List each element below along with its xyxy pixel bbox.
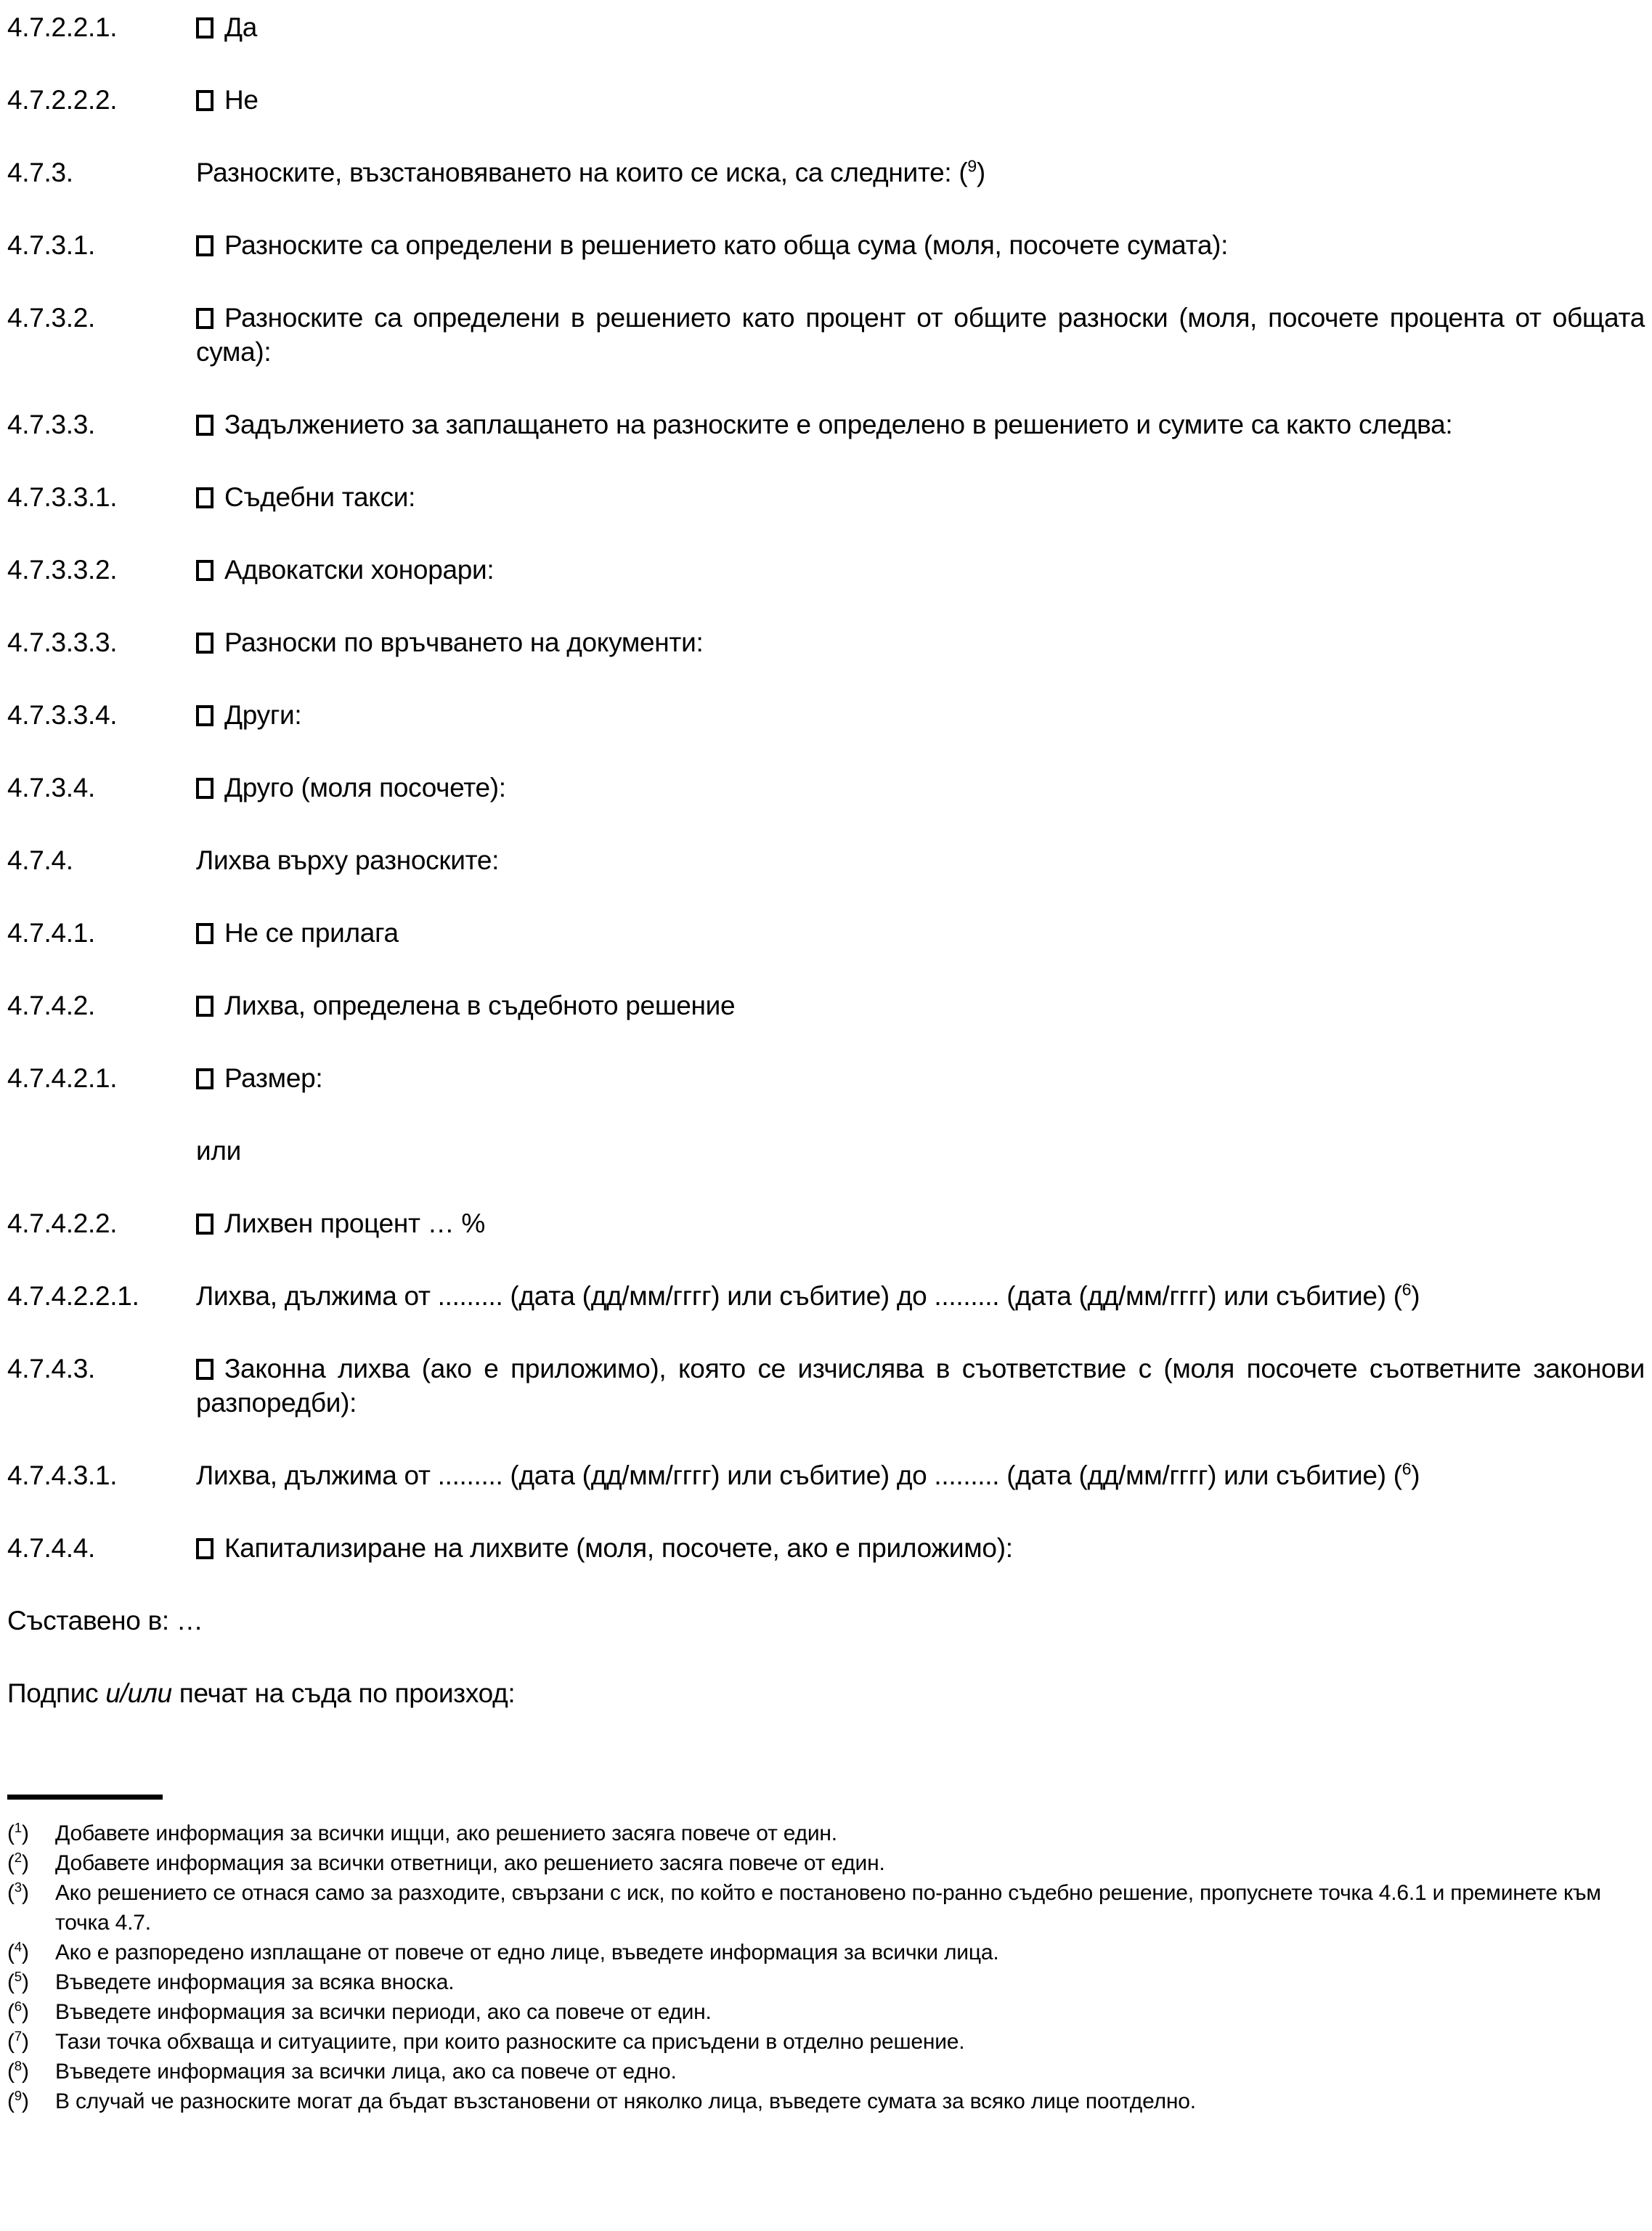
checkbox-icon[interactable] [196,705,213,726]
item-number: 4.7.4.3.1. [7,1460,118,1490]
item-number: 4.7.4.3. [7,1354,96,1383]
item-number: 4.7.3.3.4. [7,700,118,730]
footnote-text: В случай че разноските могат да бъдат възстановени от няколко лица, въведете сумата за всяко лице поотделно. [55,2089,1196,2113]
form-item [7,480,1646,514]
footnote-number: ($^3$) [7,1880,29,1905]
footnote [7,2057,1646,2086]
footnote-ref-number: 6 [1401,1280,1412,1299]
signature-prefix: Подпис [7,1678,106,1708]
item-number: 4.7.3.2. [7,303,96,333]
footnote-ref-number: 7 [14,2028,22,2044]
item-number: 4.7.4.2.2.1. [7,1281,139,1311]
item-label: Да [224,12,258,42]
checkbox-icon[interactable] [196,633,213,654]
item-text [196,1531,1646,1565]
item-label: Разноските, възстановяването на които се иска, са следните: [196,158,952,187]
item-number: 4.7.3.3.3. [7,627,118,657]
footnote-ref-number: 6 [14,1999,22,2014]
item-text [196,843,1646,877]
form-item [7,625,1646,659]
footnote-ref: ($^6$) [1393,1459,1420,1490]
item-label: Съдебни такси: [224,482,416,512]
footnote-ref-number: 2 [14,1850,22,1865]
item-label: Друго (моля посочете): [224,773,506,802]
item-text [196,625,1646,659]
item-number: 4.7.3.3.2. [7,555,118,585]
item-label: Лихва върху разноските: [196,845,500,875]
item-label: Капитализиране на лихвите (моля, посочете, ако е приложимо): [224,1533,1013,1563]
form-item [7,1061,1646,1095]
form-item [7,1458,1646,1492]
form-item [7,1352,1646,1420]
made-in-line [7,1604,1646,1638]
item-text [196,407,1646,442]
footnote-ref-number: 1 [14,1820,22,1835]
item-text [196,1206,1646,1240]
form-item [7,988,1646,1023]
item-text [196,1061,1646,1095]
checkbox-icon[interactable] [196,308,213,329]
item-label: Адвокатски хонорари: [224,555,495,585]
checkbox-icon[interactable] [196,1538,213,1559]
checkbox-icon[interactable] [196,778,213,799]
form-item [7,553,1646,587]
checkbox-icon[interactable] [196,90,213,111]
footnote-number: ($^1$) [7,1820,29,1845]
item-number: 4.7.2.2.1. [7,12,118,42]
footnote-text: Въведете информация за всяка вноска. [55,1970,455,1994]
item-number: 4.7.3.3.1. [7,482,118,512]
item-label: Лихвен процент … % [224,1208,485,1238]
item-text [196,301,1646,369]
item-number: 4.7.3.4. [7,773,96,802]
checkbox-icon[interactable] [196,487,213,508]
footnote-text: Тази точка обхваща и ситуациите, при които разноските са присъдени в отделно решение. [55,2030,965,2054]
item-label: или [196,1136,242,1166]
checkbox-icon[interactable] [196,415,213,436]
footnote-text: Добавете информация за всички ищци, ако решението засяга повече от един. [55,1821,837,1845]
form-item [7,1206,1646,1240]
footnote-number: ($^7$) [7,2028,29,2054]
footnote [7,1967,1646,1997]
item-label: Лихва, определена в съдебното решение [224,991,736,1020]
checkbox-icon[interactable] [196,923,213,944]
footnote [7,2027,1646,2057]
footnote-number: ($^5$) [7,1969,29,1994]
item-label: Законна лихва (ако е приложимо), която се изчислява в съответствие с (моля посочете съответните законови разпоредби): [196,1354,1645,1418]
checkbox-icon[interactable] [196,1214,213,1235]
item-text [196,1458,1646,1492]
item-number: 4.7.4.4. [7,1533,96,1563]
item-text [196,698,1646,732]
item-text [196,228,1646,262]
item-number: 4.7.3.3. [7,410,96,439]
footnote [7,2086,1646,2116]
footnote-text: Ако е разпоредено изплащане от повече от едно лице, въведете информация за всички лица. [55,1941,999,1964]
item-label: Други: [224,700,302,730]
checkbox-icon[interactable] [196,1359,213,1380]
signature-suffix: печат на съда по произход: [171,1678,516,1708]
footnote-ref-number: 9 [967,156,977,176]
footnote [7,1848,1646,1878]
item-number: 4.7.4.1. [7,918,96,948]
footnote [7,1818,1646,1848]
made-in-text: Съставено в: … [7,1606,203,1635]
item-text [196,771,1646,805]
item-number: 4.7.3.1. [7,230,96,260]
item-text [196,1279,1646,1313]
form-item [7,155,1646,190]
footnote [7,1938,1646,1967]
footnote-ref-number: 3 [14,1880,22,1895]
footnote-number: ($^2$) [7,1850,29,1875]
form-item [7,301,1646,369]
item-label: Разноските са определени в решението като обща сума (моля, посочете сумата): [224,230,1229,260]
item-text [196,1134,1646,1168]
item-label: Лихва, дължима от ......... (дата (дд/мм/гггг) или събитие) до ......... (дата (дд/мм/гггг) или събитие) [196,1460,1386,1490]
form-item [7,10,1646,44]
footnotes-section [7,1818,1646,2116]
footnote [7,1878,1646,1938]
footnote-text: Ако решението се отнася само за разходите, свързани с иск, по който е постановено по-ранно съдебно решение, пропуснете точка 4.6.1 и преминете към точка 4.7. [55,1881,1601,1935]
item-label: Задължението за заплащането на разноските е определено в решението и сумите са както следва: [224,410,1453,439]
item-text [196,10,1646,44]
form-item [7,916,1646,950]
checkbox-icon[interactable] [196,1068,213,1089]
form-item [7,1134,1646,1168]
item-number: 4.7.3. [7,158,73,187]
item-text [196,480,1646,514]
item-label: Не [224,85,259,115]
form-item [7,1531,1646,1565]
checkbox-icon[interactable] [196,235,213,256]
form-item [7,843,1646,877]
footnote-ref-number: 5 [14,1969,22,1984]
footnote-number: ($^6$) [7,1999,29,2024]
item-number: 4.7.2.2.2. [7,85,118,115]
footnote-ref-number: 8 [14,2058,22,2073]
checkbox-icon[interactable] [196,996,213,1017]
form-item [7,698,1646,732]
item-text [196,988,1646,1023]
footnote-number: ($^4$) [7,1939,29,1964]
item-label: Разноските са определени в решението като процент от общите разноски (моля, посочете процента от общата сума): [196,303,1645,367]
footnote-text: Въведете информация за всички периоди, ако са повече от един. [55,2000,712,2024]
checkbox-icon[interactable] [196,560,213,581]
footnote-ref-number: 4 [14,1939,22,1954]
form-item [7,228,1646,262]
form-item [7,83,1646,117]
footnote-text: Добавете информация за всички ответници, ако решението засяга повече от един. [55,1851,885,1875]
form-item [7,1279,1646,1313]
item-text [196,155,1646,190]
item-text [196,916,1646,950]
footnote-ref-number: 6 [1401,1459,1412,1479]
item-label: Размер: [224,1063,323,1093]
item-text [196,1352,1646,1420]
footnote-number: ($^8$) [7,2058,29,2084]
footnote [7,1997,1646,2027]
item-number: 4.7.4.2.1. [7,1063,118,1093]
footnote-number: ($^9$) [7,2088,29,2113]
item-number: 4.7.4. [7,845,73,875]
item-label: Не се прилага [224,918,399,948]
footnote-ref-number: 9 [14,2088,22,2103]
signature-italic: и/или [105,1678,172,1708]
signature-line [7,1676,1646,1710]
item-number: 4.7.4.2. [7,991,96,1020]
form-items-section [7,10,1646,1565]
item-label: Лихва, дължима от ......... (дата (дд/мм/гггг) или събитие) до ......... (дата (дд/мм/гггг) или събитие) [196,1281,1386,1311]
item-number [7,1134,196,1168]
footnote-divider [7,1795,163,1800]
item-label: Разноски по връчването на документи: [224,627,704,657]
form-item [7,771,1646,805]
item-number: 4.7.4.2.2. [7,1208,118,1238]
footnote-ref: ($^9$) [959,156,985,187]
item-text [196,553,1646,587]
footnote-text: Въведете информация за всички лица, ако са повече от едно. [55,2060,677,2084]
footnote-ref: ($^6$) [1393,1280,1420,1311]
form-item [7,407,1646,442]
checkbox-icon[interactable] [196,17,213,38]
item-text [196,83,1646,117]
